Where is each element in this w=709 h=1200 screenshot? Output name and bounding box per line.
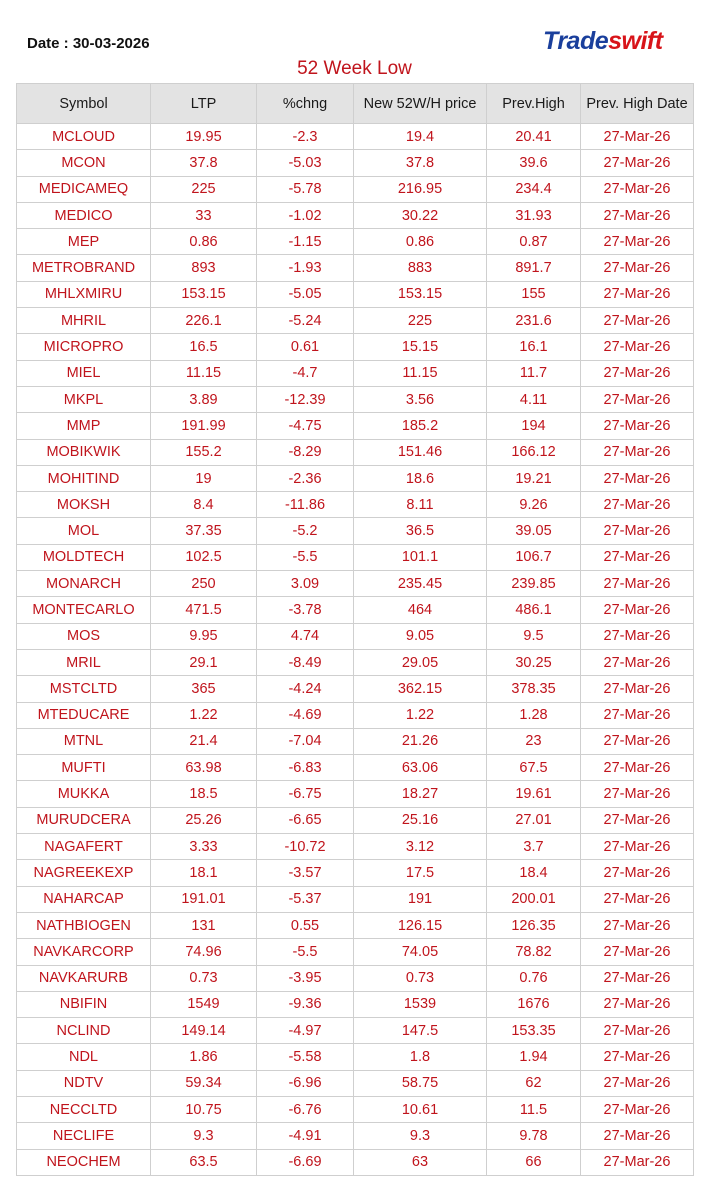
new-52w-price-cell: 9.3 xyxy=(354,1123,487,1149)
new-52w-price-cell: 36.5 xyxy=(354,518,487,544)
new-52w-price-cell: 10.61 xyxy=(354,1096,487,1122)
symbol-cell: NEOCHEM xyxy=(17,1149,151,1175)
prev-high-cell: 9.26 xyxy=(487,492,581,518)
prev-high-date-cell: 27-Mar-26 xyxy=(581,834,694,860)
new-52w-price-cell: 101.1 xyxy=(354,544,487,570)
symbol-cell: MOS xyxy=(17,623,151,649)
table-row xyxy=(17,176,694,202)
symbol-cell: MONTECARLO xyxy=(17,597,151,623)
new-52w-price-cell: 3.56 xyxy=(354,386,487,412)
new-52w-price-cell: 30.22 xyxy=(354,202,487,228)
pct-change-cell: -10.72 xyxy=(257,834,354,860)
symbol-cell: MONARCH xyxy=(17,571,151,597)
table-row xyxy=(17,544,694,570)
table-row xyxy=(17,1123,694,1149)
ltp-cell: 1549 xyxy=(151,991,257,1017)
prev-high-date-cell: 27-Mar-26 xyxy=(581,649,694,675)
pct-change-cell: -6.69 xyxy=(257,1149,354,1175)
new-52w-price-cell: 8.11 xyxy=(354,492,487,518)
new-52w-price-cell: 883 xyxy=(354,255,487,281)
new-52w-price-cell: 126.15 xyxy=(354,912,487,938)
pct-change-cell: -4.24 xyxy=(257,676,354,702)
ltp-cell: 149.14 xyxy=(151,1018,257,1044)
prev-high-cell: 18.4 xyxy=(487,860,581,886)
prev-high-date-cell: 27-Mar-26 xyxy=(581,518,694,544)
prev-high-cell: 0.87 xyxy=(487,229,581,255)
table-row xyxy=(17,886,694,912)
ltp-cell: 0.73 xyxy=(151,965,257,991)
symbol-cell: MHRIL xyxy=(17,308,151,334)
prev-high-date-cell: 27-Mar-26 xyxy=(581,492,694,518)
prev-high-date-cell: 27-Mar-26 xyxy=(581,1044,694,1070)
symbol-cell: MUKKA xyxy=(17,781,151,807)
ltp-cell: 16.5 xyxy=(151,334,257,360)
new-52w-price-cell: 11.15 xyxy=(354,360,487,386)
prev-high-date-cell: 27-Mar-26 xyxy=(581,386,694,412)
table-row xyxy=(17,676,694,702)
pct-change-cell: -5.05 xyxy=(257,281,354,307)
symbol-cell: MEDICAMEQ xyxy=(17,176,151,202)
table-row xyxy=(17,728,694,754)
pct-change-cell: -8.29 xyxy=(257,439,354,465)
prev-high-cell: 239.85 xyxy=(487,571,581,597)
ltp-cell: 11.15 xyxy=(151,360,257,386)
symbol-cell: NAHARCAP xyxy=(17,886,151,912)
pct-change-cell: -4.91 xyxy=(257,1123,354,1149)
pct-change-cell: -5.37 xyxy=(257,886,354,912)
pct-change-cell: -5.03 xyxy=(257,150,354,176)
ltp-cell: 3.89 xyxy=(151,386,257,412)
prev-high-date-cell: 27-Mar-26 xyxy=(581,728,694,754)
symbol-cell: MTNL xyxy=(17,728,151,754)
new-52w-price-cell: 9.05 xyxy=(354,623,487,649)
symbol-cell: MOBIKWIK xyxy=(17,439,151,465)
ltp-cell: 18.1 xyxy=(151,860,257,886)
table-row xyxy=(17,1070,694,1096)
new-52w-price-cell: 74.05 xyxy=(354,939,487,965)
new-52w-price-cell: 147.5 xyxy=(354,1018,487,1044)
pct-change-cell: 0.61 xyxy=(257,334,354,360)
table-row xyxy=(17,965,694,991)
pct-change-cell: -5.5 xyxy=(257,544,354,570)
table-row xyxy=(17,702,694,728)
prev-high-cell: 9.78 xyxy=(487,1123,581,1149)
pct-change-cell: -5.2 xyxy=(257,518,354,544)
prev-high-cell: 891.7 xyxy=(487,255,581,281)
prev-high-date-cell: 27-Mar-26 xyxy=(581,202,694,228)
prev-high-cell: 1.28 xyxy=(487,702,581,728)
prev-high-cell: 39.05 xyxy=(487,518,581,544)
symbol-cell: MIEL xyxy=(17,360,151,386)
symbol-cell: MICROPRO xyxy=(17,334,151,360)
ltp-cell: 18.5 xyxy=(151,781,257,807)
pct-change-cell: -3.57 xyxy=(257,860,354,886)
pct-change-cell: -5.5 xyxy=(257,939,354,965)
prev-high-date-cell: 27-Mar-26 xyxy=(581,1070,694,1096)
prev-high-date-cell: 27-Mar-26 xyxy=(581,886,694,912)
ltp-cell: 250 xyxy=(151,571,257,597)
prev-high-cell: 19.21 xyxy=(487,465,581,491)
prev-high-date-cell: 27-Mar-26 xyxy=(581,939,694,965)
prev-high-cell: 20.41 xyxy=(487,124,581,150)
pct-change-cell: -9.36 xyxy=(257,991,354,1017)
table-row xyxy=(17,465,694,491)
table-row xyxy=(17,308,694,334)
table-row xyxy=(17,360,694,386)
symbol-cell: NCLIND xyxy=(17,1018,151,1044)
new-52w-price-cell: 151.46 xyxy=(354,439,487,465)
ltp-cell: 37.8 xyxy=(151,150,257,176)
pct-change-cell: -4.97 xyxy=(257,1018,354,1044)
symbol-cell: NAGREEKEXP xyxy=(17,860,151,886)
prev-high-cell: 30.25 xyxy=(487,649,581,675)
column-header-new-52w-price: New 52W/H price xyxy=(354,84,487,124)
new-52w-price-cell: 362.15 xyxy=(354,676,487,702)
prev-high-date-cell: 27-Mar-26 xyxy=(581,176,694,202)
new-52w-price-cell: 15.15 xyxy=(354,334,487,360)
prev-high-cell: 67.5 xyxy=(487,755,581,781)
pct-change-cell: 4.74 xyxy=(257,623,354,649)
symbol-cell: MTEDUCARE xyxy=(17,702,151,728)
table-row xyxy=(17,439,694,465)
symbol-cell: NBIFIN xyxy=(17,991,151,1017)
column-header-prev-high-date: Prev. High Date xyxy=(581,84,694,124)
symbol-cell: NDTV xyxy=(17,1070,151,1096)
table-row xyxy=(17,834,694,860)
pct-change-cell: -11.86 xyxy=(257,492,354,518)
symbol-cell: NAVKARCORP xyxy=(17,939,151,965)
symbol-cell: MURUDCERA xyxy=(17,807,151,833)
table-row xyxy=(17,386,694,412)
prev-high-cell: 78.82 xyxy=(487,939,581,965)
ltp-cell: 153.15 xyxy=(151,281,257,307)
table-row xyxy=(17,991,694,1017)
prev-high-cell: 39.6 xyxy=(487,150,581,176)
symbol-cell: MEDICO xyxy=(17,202,151,228)
new-52w-price-cell: 225 xyxy=(354,308,487,334)
table-row xyxy=(17,124,694,150)
ltp-cell: 63.5 xyxy=(151,1149,257,1175)
new-52w-price-cell: 1.8 xyxy=(354,1044,487,1070)
new-52w-price-cell: 3.12 xyxy=(354,834,487,860)
table-row xyxy=(17,334,694,360)
report-date: Date : 30-03-2026 xyxy=(27,35,150,52)
prev-high-date-cell: 27-Mar-26 xyxy=(581,124,694,150)
prev-high-date-cell: 27-Mar-26 xyxy=(581,1018,694,1044)
prev-high-cell: 11.7 xyxy=(487,360,581,386)
pct-change-cell: -5.24 xyxy=(257,308,354,334)
new-52w-price-cell: 464 xyxy=(354,597,487,623)
prev-high-date-cell: 27-Mar-26 xyxy=(581,334,694,360)
prev-high-cell: 66 xyxy=(487,1149,581,1175)
new-52w-price-cell: 19.4 xyxy=(354,124,487,150)
table-row xyxy=(17,1044,694,1070)
symbol-cell: NAGAFERT xyxy=(17,834,151,860)
prev-high-date-cell: 27-Mar-26 xyxy=(581,281,694,307)
table-row xyxy=(17,939,694,965)
new-52w-price-cell: 1539 xyxy=(354,991,487,1017)
symbol-cell: NECCLTD xyxy=(17,1096,151,1122)
pct-change-cell: -4.7 xyxy=(257,360,354,386)
prev-high-date-cell: 27-Mar-26 xyxy=(581,1096,694,1122)
prev-high-cell: 4.11 xyxy=(487,386,581,412)
new-52w-price-cell: 216.95 xyxy=(354,176,487,202)
ltp-cell: 10.75 xyxy=(151,1096,257,1122)
table-row xyxy=(17,860,694,886)
prev-high-date-cell: 27-Mar-26 xyxy=(581,360,694,386)
prev-high-cell: 200.01 xyxy=(487,886,581,912)
symbol-cell: NDL xyxy=(17,1044,151,1070)
table-row xyxy=(17,1096,694,1122)
symbol-cell: MSTCLTD xyxy=(17,676,151,702)
table-body xyxy=(17,124,694,1176)
table-row xyxy=(17,1149,694,1175)
ltp-cell: 365 xyxy=(151,676,257,702)
symbol-cell: MRIL xyxy=(17,649,151,675)
ltp-cell: 74.96 xyxy=(151,939,257,965)
symbol-cell: MOKSH xyxy=(17,492,151,518)
table-row xyxy=(17,597,694,623)
ltp-cell: 21.4 xyxy=(151,728,257,754)
new-52w-price-cell: 0.86 xyxy=(354,229,487,255)
prev-high-cell: 23 xyxy=(487,728,581,754)
table-row xyxy=(17,623,694,649)
table-row xyxy=(17,807,694,833)
pct-change-cell: -2.36 xyxy=(257,465,354,491)
ltp-cell: 1.86 xyxy=(151,1044,257,1070)
ltp-cell: 225 xyxy=(151,176,257,202)
prev-high-date-cell: 27-Mar-26 xyxy=(581,308,694,334)
prev-high-cell: 19.61 xyxy=(487,781,581,807)
new-52w-price-cell: 1.22 xyxy=(354,702,487,728)
symbol-cell: MOLDTECH xyxy=(17,544,151,570)
symbol-cell: MCLOUD xyxy=(17,124,151,150)
table-row xyxy=(17,518,694,544)
pct-change-cell: -6.65 xyxy=(257,807,354,833)
ltp-cell: 8.4 xyxy=(151,492,257,518)
ltp-cell: 25.26 xyxy=(151,807,257,833)
table-row xyxy=(17,781,694,807)
prev-high-cell: 11.5 xyxy=(487,1096,581,1122)
prev-high-cell: 153.35 xyxy=(487,1018,581,1044)
table-row xyxy=(17,229,694,255)
ltp-cell: 191.99 xyxy=(151,413,257,439)
ltp-cell: 155.2 xyxy=(151,439,257,465)
new-52w-price-cell: 63 xyxy=(354,1149,487,1175)
new-52w-price-cell: 29.05 xyxy=(354,649,487,675)
ltp-cell: 226.1 xyxy=(151,308,257,334)
prev-high-cell: 194 xyxy=(487,413,581,439)
prev-high-date-cell: 27-Mar-26 xyxy=(581,1123,694,1149)
ltp-cell: 471.5 xyxy=(151,597,257,623)
prev-high-date-cell: 27-Mar-26 xyxy=(581,150,694,176)
ltp-cell: 191.01 xyxy=(151,886,257,912)
column-header-pct-change: %chng xyxy=(257,84,354,124)
ltp-cell: 9.95 xyxy=(151,623,257,649)
prev-high-date-cell: 27-Mar-26 xyxy=(581,465,694,491)
symbol-cell: MKPL xyxy=(17,386,151,412)
ltp-cell: 0.86 xyxy=(151,229,257,255)
new-52w-price-cell: 191 xyxy=(354,886,487,912)
ltp-cell: 19 xyxy=(151,465,257,491)
new-52w-price-cell: 18.6 xyxy=(354,465,487,491)
prev-high-date-cell: 27-Mar-26 xyxy=(581,439,694,465)
new-52w-price-cell: 17.5 xyxy=(354,860,487,886)
ltp-cell: 37.35 xyxy=(151,518,257,544)
prev-high-date-cell: 27-Mar-26 xyxy=(581,623,694,649)
table-row xyxy=(17,281,694,307)
prev-high-date-cell: 27-Mar-26 xyxy=(581,702,694,728)
pct-change-cell: -12.39 xyxy=(257,386,354,412)
symbol-cell: MOL xyxy=(17,518,151,544)
prev-high-cell: 231.6 xyxy=(487,308,581,334)
symbol-cell: NAVKARURB xyxy=(17,965,151,991)
pct-change-cell: -1.15 xyxy=(257,229,354,255)
symbol-cell: MHLXMIRU xyxy=(17,281,151,307)
prev-high-date-cell: 27-Mar-26 xyxy=(581,807,694,833)
prev-high-date-cell: 27-Mar-26 xyxy=(581,676,694,702)
page-title: 52 Week Low xyxy=(297,58,412,79)
prev-high-date-cell: 27-Mar-26 xyxy=(581,413,694,439)
prev-high-cell: 1676 xyxy=(487,991,581,1017)
table-row xyxy=(17,202,694,228)
column-header-symbol: Symbol xyxy=(17,84,151,124)
symbol-cell: MUFTI xyxy=(17,755,151,781)
symbol-cell: METROBRAND xyxy=(17,255,151,281)
symbol-cell: MMP xyxy=(17,413,151,439)
new-52w-price-cell: 37.8 xyxy=(354,150,487,176)
prev-high-cell: 27.01 xyxy=(487,807,581,833)
prev-high-cell: 31.93 xyxy=(487,202,581,228)
pct-change-cell: -5.78 xyxy=(257,176,354,202)
new-52w-price-cell: 25.16 xyxy=(354,807,487,833)
new-52w-price-cell: 153.15 xyxy=(354,281,487,307)
ltp-cell: 19.95 xyxy=(151,124,257,150)
pct-change-cell: -5.58 xyxy=(257,1044,354,1070)
prev-high-date-cell: 27-Mar-26 xyxy=(581,571,694,597)
table-row xyxy=(17,755,694,781)
pct-change-cell: -1.93 xyxy=(257,255,354,281)
pct-change-cell: -6.96 xyxy=(257,1070,354,1096)
prev-high-cell: 16.1 xyxy=(487,334,581,360)
table-header-row xyxy=(17,84,694,124)
pct-change-cell: -6.83 xyxy=(257,755,354,781)
pct-change-cell: -2.3 xyxy=(257,124,354,150)
pct-change-cell: -8.49 xyxy=(257,649,354,675)
prev-high-date-cell: 27-Mar-26 xyxy=(581,544,694,570)
pct-change-cell: -6.76 xyxy=(257,1096,354,1122)
prev-high-date-cell: 27-Mar-26 xyxy=(581,781,694,807)
week-low-table xyxy=(16,83,694,1176)
ltp-cell: 33 xyxy=(151,202,257,228)
new-52w-price-cell: 58.75 xyxy=(354,1070,487,1096)
column-header-ltp: LTP xyxy=(151,84,257,124)
prev-high-date-cell: 27-Mar-26 xyxy=(581,1149,694,1175)
prev-high-cell: 0.76 xyxy=(487,965,581,991)
prev-high-cell: 234.4 xyxy=(487,176,581,202)
symbol-cell: MEP xyxy=(17,229,151,255)
prev-high-cell: 166.12 xyxy=(487,439,581,465)
prev-high-date-cell: 27-Mar-26 xyxy=(581,755,694,781)
pct-change-cell: -7.04 xyxy=(257,728,354,754)
prev-high-cell: 1.94 xyxy=(487,1044,581,1070)
ltp-cell: 102.5 xyxy=(151,544,257,570)
pct-change-cell: 3.09 xyxy=(257,571,354,597)
table-row xyxy=(17,492,694,518)
prev-high-cell: 3.7 xyxy=(487,834,581,860)
pct-change-cell: 0.55 xyxy=(257,912,354,938)
table-row xyxy=(17,255,694,281)
symbol-cell: MCON xyxy=(17,150,151,176)
pct-change-cell: -3.78 xyxy=(257,597,354,623)
table-row xyxy=(17,1018,694,1044)
pct-change-cell: -1.02 xyxy=(257,202,354,228)
ltp-cell: 29.1 xyxy=(151,649,257,675)
new-52w-price-cell: 18.27 xyxy=(354,781,487,807)
new-52w-price-cell: 185.2 xyxy=(354,413,487,439)
ltp-cell: 9.3 xyxy=(151,1123,257,1149)
prev-high-cell: 9.5 xyxy=(487,623,581,649)
symbol-cell: NECLIFE xyxy=(17,1123,151,1149)
prev-high-cell: 486.1 xyxy=(487,597,581,623)
table-row xyxy=(17,413,694,439)
tradeswift-logo xyxy=(543,27,663,56)
prev-high-cell: 378.35 xyxy=(487,676,581,702)
pct-change-cell: -6.75 xyxy=(257,781,354,807)
pct-change-cell: -3.95 xyxy=(257,965,354,991)
new-52w-price-cell: 63.06 xyxy=(354,755,487,781)
ltp-cell: 1.22 xyxy=(151,702,257,728)
prev-high-date-cell: 27-Mar-26 xyxy=(581,912,694,938)
pct-change-cell: -4.69 xyxy=(257,702,354,728)
table-row xyxy=(17,150,694,176)
prev-high-date-cell: 27-Mar-26 xyxy=(581,965,694,991)
ltp-cell: 131 xyxy=(151,912,257,938)
prev-high-cell: 106.7 xyxy=(487,544,581,570)
prev-high-cell: 155 xyxy=(487,281,581,307)
prev-high-date-cell: 27-Mar-26 xyxy=(581,255,694,281)
prev-high-date-cell: 27-Mar-26 xyxy=(581,597,694,623)
prev-high-cell: 126.35 xyxy=(487,912,581,938)
symbol-cell: NATHBIOGEN xyxy=(17,912,151,938)
logo-part-swift: swift xyxy=(608,27,663,55)
new-52w-price-cell: 0.73 xyxy=(354,965,487,991)
column-header-prev-high: Prev.High xyxy=(487,84,581,124)
table-row xyxy=(17,571,694,597)
ltp-cell: 59.34 xyxy=(151,1070,257,1096)
new-52w-price-cell: 235.45 xyxy=(354,571,487,597)
pct-change-cell: -4.75 xyxy=(257,413,354,439)
prev-high-cell: 62 xyxy=(487,1070,581,1096)
prev-high-date-cell: 27-Mar-26 xyxy=(581,991,694,1017)
ltp-cell: 63.98 xyxy=(151,755,257,781)
prev-high-date-cell: 27-Mar-26 xyxy=(581,860,694,886)
table-row xyxy=(17,912,694,938)
prev-high-date-cell: 27-Mar-26 xyxy=(581,229,694,255)
ltp-cell: 893 xyxy=(151,255,257,281)
logo-part-trade: Trade xyxy=(543,27,609,55)
symbol-cell: MOHITIND xyxy=(17,465,151,491)
ltp-cell: 3.33 xyxy=(151,834,257,860)
table-row xyxy=(17,649,694,675)
new-52w-price-cell: 21.26 xyxy=(354,728,487,754)
